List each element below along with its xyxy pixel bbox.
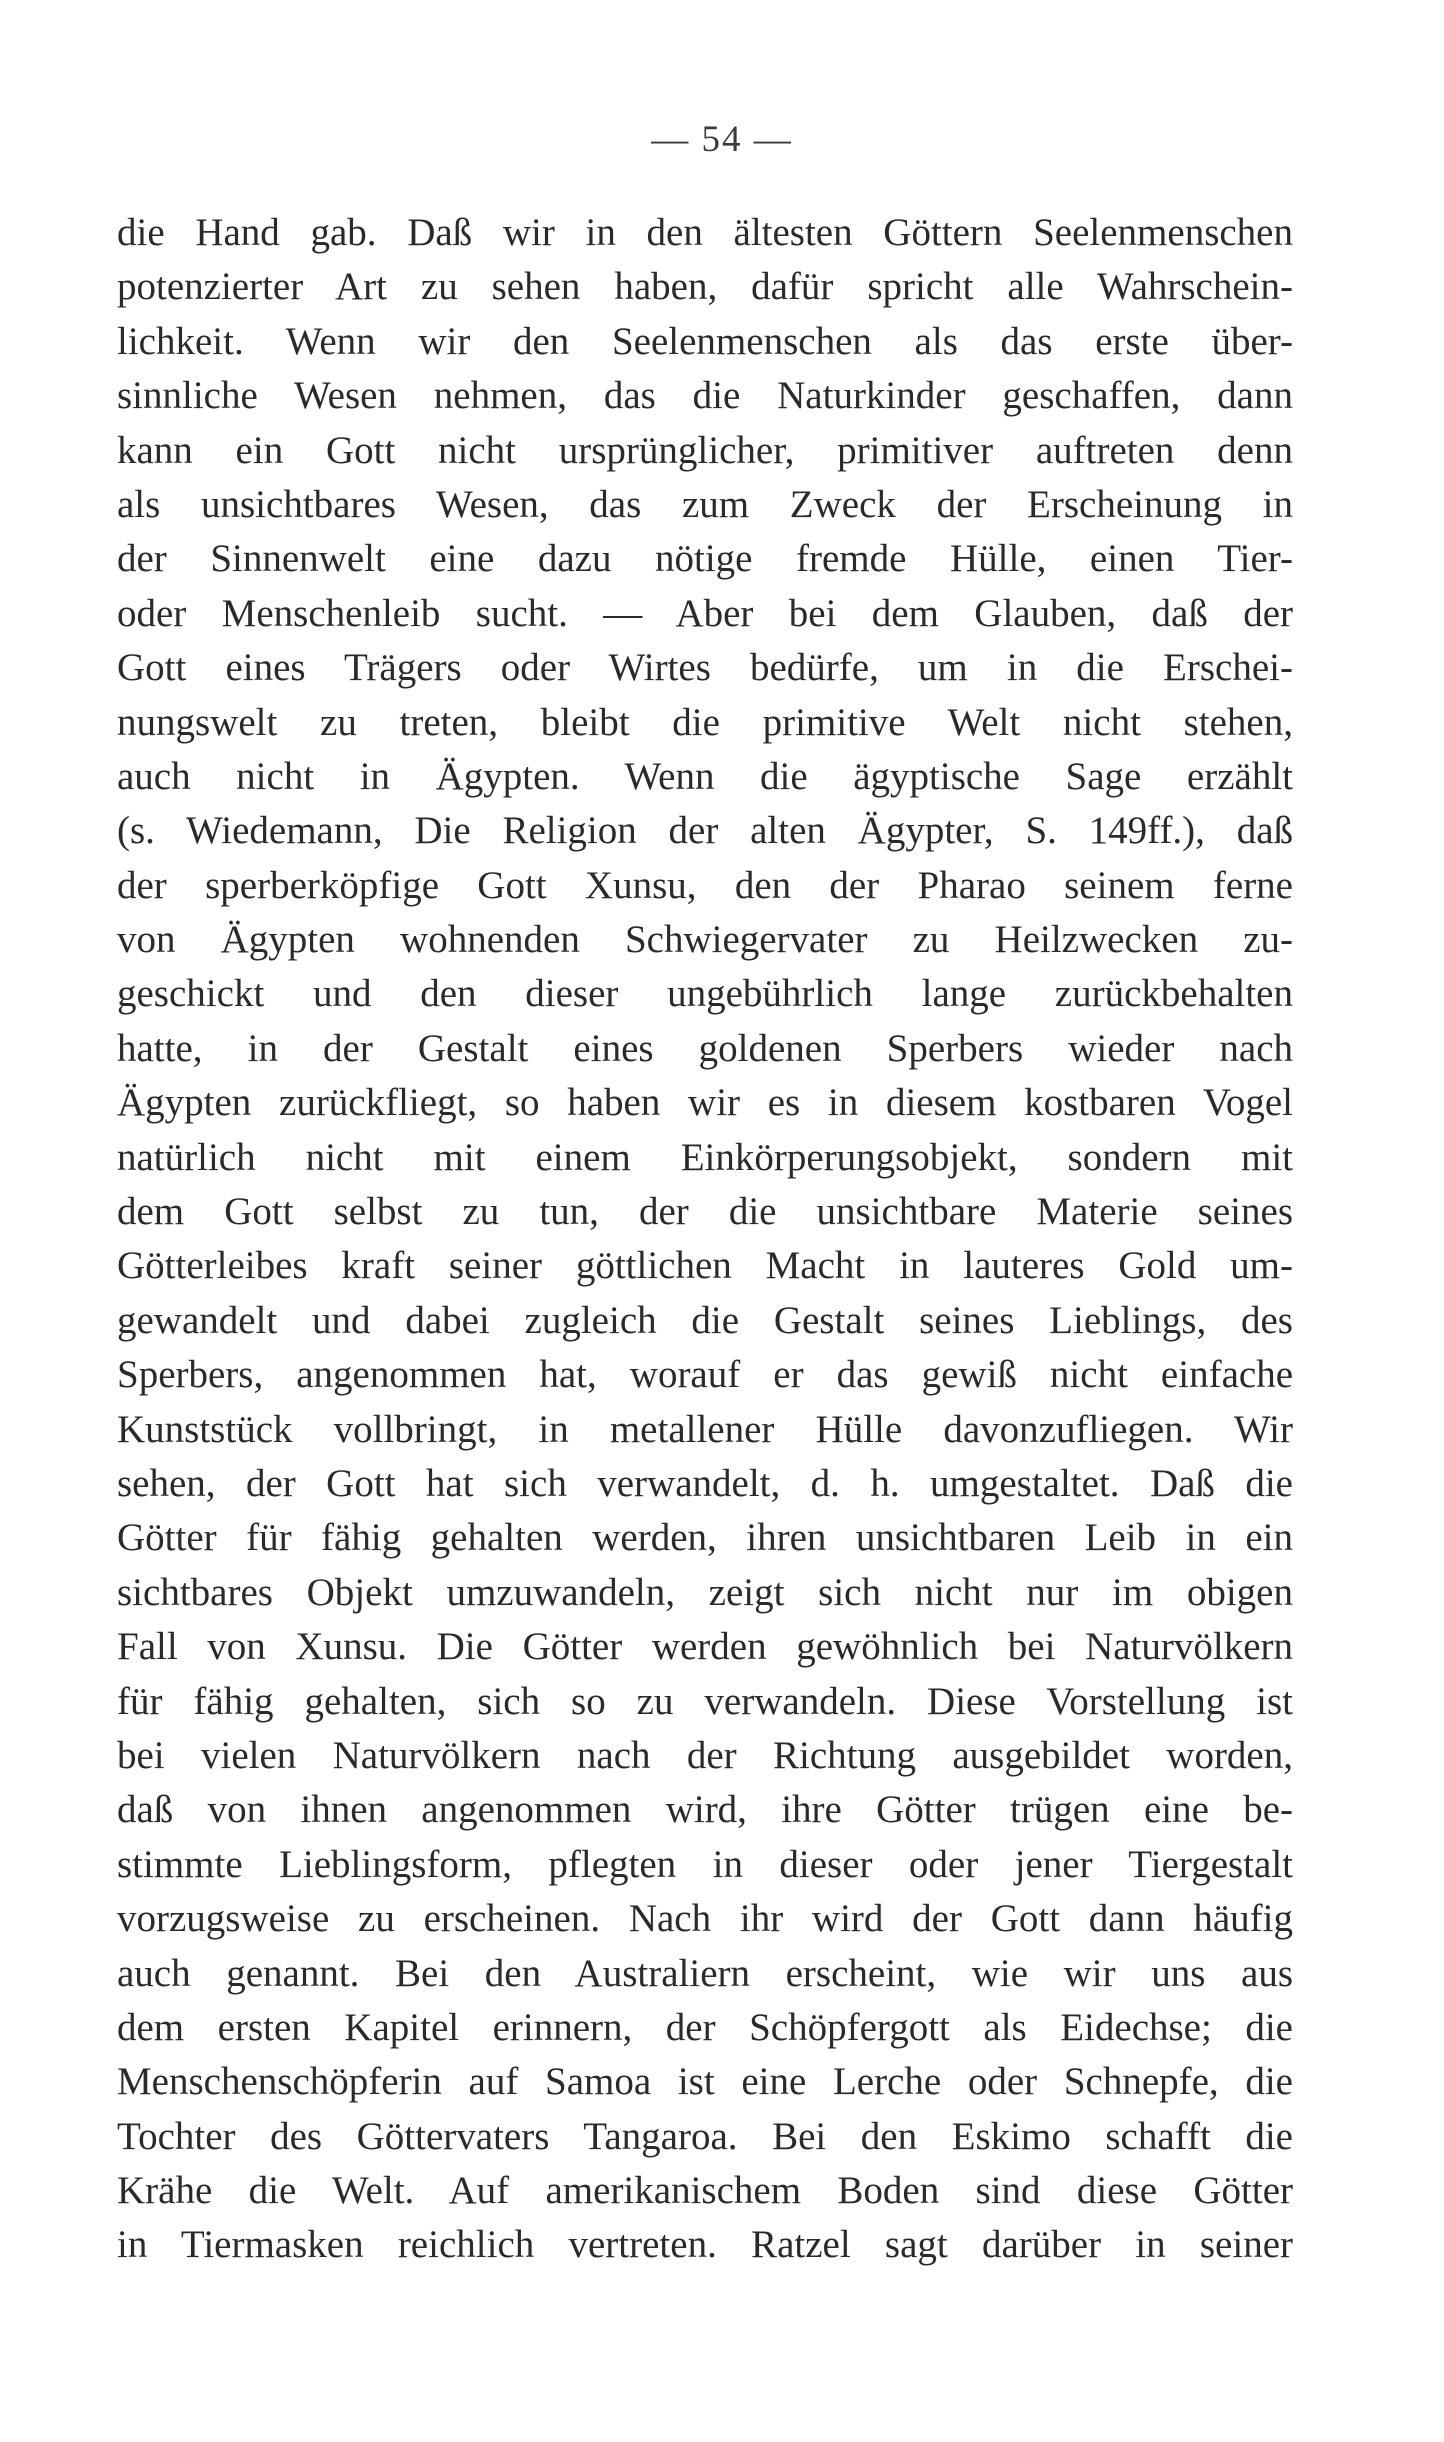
text-line: lichkeit. Wenn wir den Seelenmenschen als das erste über- — [117, 319, 1293, 363]
text-line: stimmte Lieblingsform, pflegten in dieser oder jener Tiergestalt — [117, 1842, 1293, 1886]
text-line: daß von ihnen angenommen wird, ihre Götter trügen eine be- — [117, 1788, 1293, 1832]
text-line: auch genannt. Bei den Australiern erscheint, wie wir uns aus — [117, 1951, 1293, 1995]
text-line: von Ägypten wohnenden Schwiegervater zu Heilzwecken zu- — [117, 918, 1293, 962]
text-line: der Sinnenwelt eine dazu nötige fremde Hülle, einen Tier- — [117, 537, 1293, 581]
text-line: hatte, in der Gestalt eines goldenen Sperbers wieder nach — [117, 1026, 1293, 1070]
text-line: vorzugsweise zu erscheinen. Nach ihr wird der Gott dann häufig — [117, 1897, 1293, 1941]
text-line: potenzierter Art zu sehen haben, dafür spricht alle Wahrschein- — [117, 265, 1293, 309]
text-line: als unsichtbares Wesen, das zum Zweck der Erscheinung in — [117, 482, 1293, 526]
text-line: der sperberköpfige Gott Xunsu, den der Pharao seinem ferne — [117, 863, 1293, 907]
text-line: Gott eines Trägers oder Wirtes bedürfe, um in die Erschei- — [117, 646, 1293, 690]
text-line: gewandelt und dabei zugleich die Gestalt seines Lieblings, des — [117, 1298, 1293, 1342]
text-line: Götter für fähig gehalten werden, ihren unsichtbaren Leib in ein — [117, 1516, 1293, 1560]
text-line: auch nicht in Ägypten. Wenn die ägyptische Sage erzählt — [117, 754, 1293, 798]
text-line: Kunststück vollbringt, in metallener Hülle davonzufliegen. Wir — [117, 1407, 1293, 1451]
text-line: kann ein Gott nicht ursprünglicher, primitiver auftreten denn — [117, 428, 1293, 472]
text-line: Tochter des Göttervaters Tangaroa. Bei den Eskimo schafft die — [117, 2114, 1293, 2158]
text-line: Krähe die Welt. Auf amerikanischem Boden sind diese Götter — [117, 2169, 1293, 2213]
text-line: dem Gott selbst zu tun, der die unsichtbare Materie seines — [117, 1190, 1293, 1234]
text-line: bei vielen Naturvölkern nach der Richtung ausgebildet worden, — [117, 1733, 1293, 1777]
text-line: sinnliche Wesen nehmen, das die Naturkinder geschaffen, dann — [117, 374, 1293, 418]
page-number: — 54 — — [651, 119, 793, 160]
text-line: (s. Wiedemann, Die Religion der alten Ägypter, S. 149ff.), daß — [117, 809, 1293, 853]
text-line: oder Menschenleib sucht. — Aber bei dem Glauben, daß der — [117, 591, 1293, 635]
text-line: Menschenschöpferin auf Samoa ist eine Lerche oder Schnepfe, die — [117, 2060, 1293, 2104]
text-line: Ägypten zurückfliegt, so haben wir es in diesem kostbaren Vogel — [117, 1081, 1293, 1125]
text-line: für fähig gehalten, sich so zu verwandeln. Diese Vorstellung ist — [117, 1679, 1293, 1723]
body-text — [117, 206, 1293, 2273]
text-line: in Tiermasken reichlich vertreten. Ratzel sagt darüber in seiner — [117, 2223, 1293, 2267]
text-line: die Hand gab. Daß wir in den ältesten Göttern Seelenmenschen — [117, 211, 1293, 254]
text-line: geschickt und den dieser ungebührlich lange zurückbehalten — [117, 972, 1293, 1016]
text-line: nungswelt zu treten, bleibt die primitive Welt nicht stehen, — [117, 700, 1293, 744]
text-line: dem ersten Kapitel erinnern, der Schöpfergott als Eidechse; die — [117, 2005, 1293, 2049]
text-line: sichtbares Objekt umzuwandeln, zeigt sich nicht nur im obigen — [117, 1570, 1293, 1614]
text-line: natürlich nicht mit einem Einkörperungsobjekt, sondern mit — [117, 1135, 1293, 1179]
text-line: Sperbers, angenommen hat, worauf er das gewiß nicht einfache — [117, 1353, 1293, 1397]
text-line: Fall von Xunsu. Die Götter werden gewöhnlich bei Naturvölkern — [117, 1625, 1293, 1669]
text-line: sehen, der Gott hat sich verwandelt, d. h. umgestaltet. Daß die — [117, 1461, 1293, 1505]
text-line: Götterleibes kraft seiner göttlichen Macht in lauteres Gold um- — [117, 1244, 1293, 1288]
